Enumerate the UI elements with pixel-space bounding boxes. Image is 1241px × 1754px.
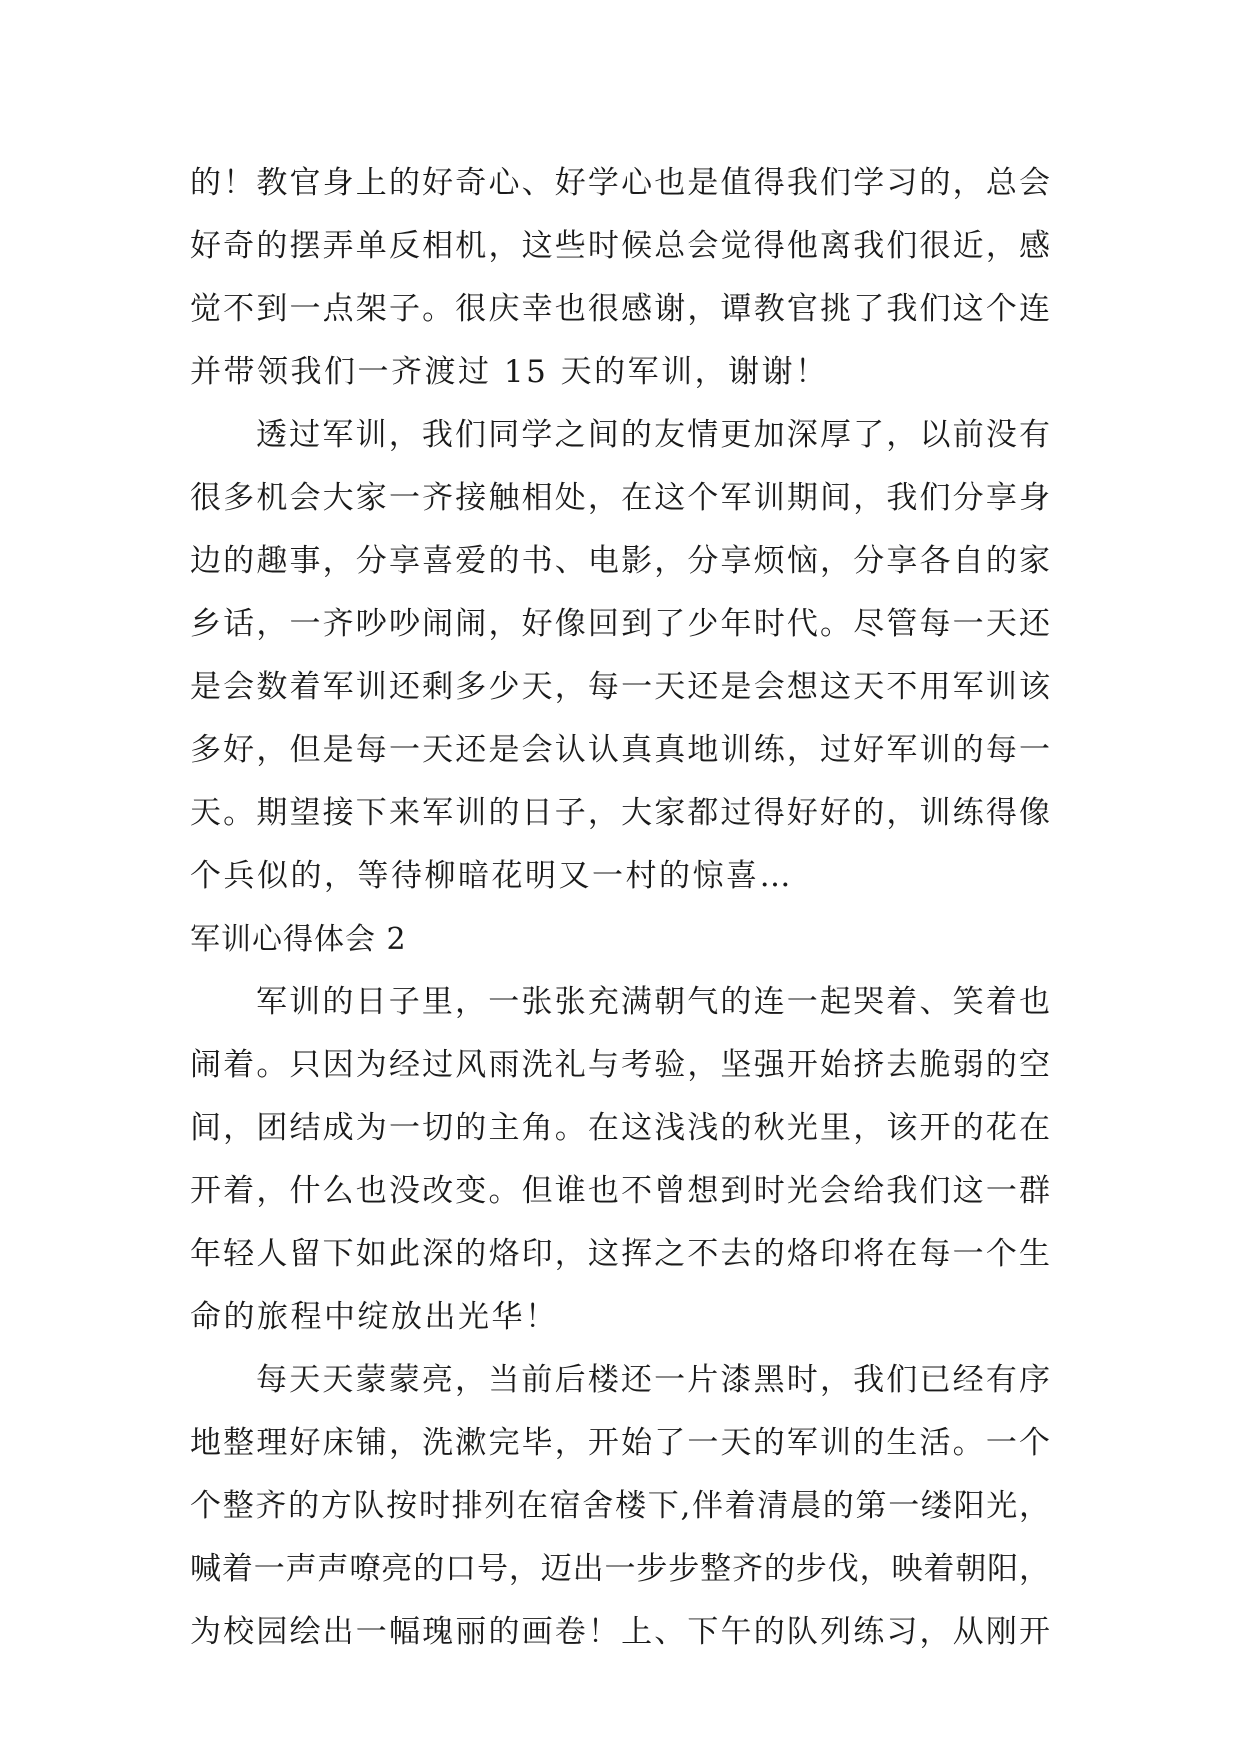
text-line: 很多机会大家一齐接触相处，在这个军训期间，我们分享身: [190, 480, 1050, 516]
text-line: 开着，什么也没改变。但谁也不曾想到时光会给我们这一群: [190, 1173, 1050, 1209]
document-body: [190, 152, 1050, 1664]
text-line: 年轻人留下如此深的烙印，这挥之不去的烙印将在每一个生: [190, 1236, 1050, 1272]
text-line: 命的旅程中绽放出光华！: [190, 1299, 559, 1335]
paragraph-first-line: 每天天蒙蒙亮，当前后楼还一片漆黑时，我们已经有序: [256, 1362, 1050, 1398]
text-line: 并带领我们一齐渡过 15 天的军训，谢谢！: [190, 354, 829, 390]
text-line: 天。期望接下来军训的日子，大家都过得好好的，训练得像: [190, 795, 1050, 831]
paragraph-first-line: 军训的日子里，一张张充满朝气的连一起哭着、笑着也: [256, 984, 1050, 1020]
text-line: 多好，但是每一天还是会认认真真地训练，过好军训的每一: [190, 732, 1050, 768]
text-line: 喊着一声声嘹亮的口号，迈出一步步整齐的步伐，映着朝阳，: [190, 1551, 1050, 1587]
text-line: 个兵似的，等待柳暗花明又一村的惊喜…: [190, 858, 793, 894]
text-line: 间，团结成为一切的主角。在这浅浅的秋光里，该开的花在: [190, 1110, 1050, 1146]
text-line: 为校园绘出一幅瑰丽的画卷！上、下午的队列练习，从刚开: [190, 1614, 1050, 1650]
text-line: 闹着。只因为经过风雨洗礼与考验，坚强开始挤去脆弱的空: [190, 1047, 1050, 1083]
text-line: 个整齐的方队按时排列在宿舍楼下,伴着清晨的第一缕阳光，: [190, 1488, 1050, 1524]
text-line: 地整理好床铺，洗漱完毕，开始了一天的军训的生活。一个: [190, 1425, 1050, 1461]
text-line: 的！教官身上的好奇心、好学心也是值得我们学习的，总会: [190, 165, 1050, 201]
text-line: 是会数着军训还剩多少天，每一天还是会想这天不用军训该: [190, 669, 1050, 705]
text-line: 乡话，一齐吵吵闹闹，好像回到了少年时代。尽管每一天还: [190, 606, 1050, 642]
paragraph-first-line: 透过军训，我们同学之间的友情更加深厚了，以前没有: [256, 417, 1050, 453]
text-line: 觉不到一点架子。很庆幸也很感谢，谭教官挑了我们这个连: [190, 291, 1050, 327]
text-line: 好奇的摆弄单反相机，这些时候总会觉得他离我们很近，感: [190, 228, 1050, 264]
text-line: 边的趣事，分享喜爱的书、电影，分享烦恼，分享各自的家: [190, 543, 1050, 579]
section-heading: 军训心得体会 2: [190, 922, 407, 957]
